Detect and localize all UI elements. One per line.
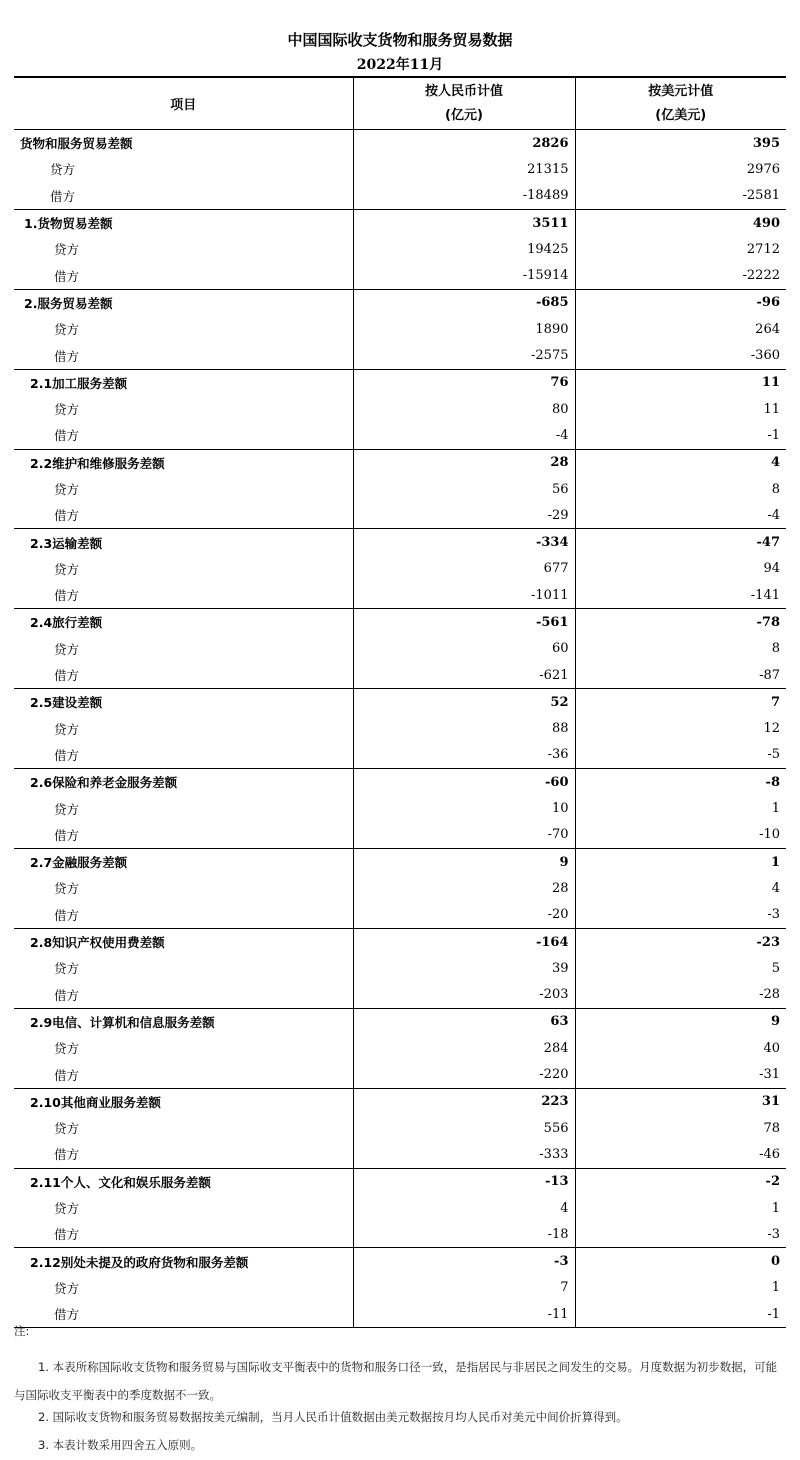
- rmb-value: 223: [353, 1088, 575, 1115]
- table-row-balance: [14, 1168, 786, 1195]
- row-label: 借方: [14, 662, 353, 689]
- row-label: 贷方: [54, 1121, 80, 1137]
- rmb-value: -70: [353, 822, 575, 849]
- rmb-value: -20: [353, 902, 575, 929]
- usd-value: -360: [575, 342, 786, 369]
- rmb-value: 39: [353, 955, 575, 981]
- rmb-value: 3511: [353, 209, 575, 236]
- row-label: 借方: [14, 1301, 353, 1328]
- table-row-debit: [14, 822, 786, 849]
- table-header-row: [14, 77, 786, 130]
- table-row-debit: [14, 1221, 786, 1248]
- usd-value: -47: [575, 529, 786, 556]
- rmb-value: -164: [353, 928, 575, 955]
- rmb-value: -29: [353, 502, 575, 529]
- rmb-value: -4: [353, 422, 575, 449]
- usd-value: -31: [575, 1061, 786, 1088]
- row-label: 2.5建设差额: [30, 695, 103, 711]
- table-row-credit: [14, 1115, 786, 1141]
- table-row-credit: [14, 875, 786, 901]
- row-label: 2.3运输差额: [30, 535, 103, 551]
- usd-value: 4: [575, 449, 786, 476]
- row-label: 借方: [14, 742, 353, 769]
- table-row-balance: [14, 130, 786, 157]
- row-label: 贷方: [54, 961, 80, 977]
- usd-value: -2222: [575, 262, 786, 289]
- row-label: 借方: [14, 342, 353, 369]
- table-row-debit: [14, 342, 786, 369]
- row-label: 2.11个人、文化和娱乐服务差额: [30, 1174, 211, 1190]
- table-row-credit: [14, 156, 786, 182]
- row-label: 贷方: [54, 801, 80, 817]
- usd-value: 1: [575, 1195, 786, 1221]
- usd-value: 1: [575, 849, 786, 876]
- table-row-debit: [14, 502, 786, 529]
- rmb-value: -60: [353, 769, 575, 796]
- row-label: 2.1加工服务差额: [30, 375, 128, 391]
- rmb-value: -2575: [353, 342, 575, 369]
- usd-value: -87: [575, 662, 786, 689]
- table-row-debit: [14, 582, 786, 609]
- page-subtitle: 2022年11月: [356, 57, 444, 73]
- row-label: 贷方: [54, 881, 80, 897]
- usd-value: 12: [575, 716, 786, 742]
- usd-value: 94: [575, 556, 786, 582]
- usd-value: -141: [575, 582, 786, 609]
- usd-value: -23: [575, 928, 786, 955]
- table-row-debit: [14, 183, 786, 210]
- rmb-value: 10: [353, 795, 575, 821]
- rmb-value: -15914: [353, 262, 575, 289]
- header-usd-label: 按美元计值: [648, 83, 714, 99]
- table-row-balance: [14, 449, 786, 476]
- table-body: [14, 130, 786, 1328]
- rmb-value: 52: [353, 689, 575, 716]
- usd-value: 31: [575, 1088, 786, 1115]
- row-label: 2.8知识产权使用费差额: [30, 935, 165, 951]
- table-row-balance: [14, 209, 786, 236]
- note-3: 3. 本表计数采用四舍五入原则。: [38, 1438, 203, 1452]
- row-label: 借方: [14, 183, 353, 210]
- rmb-value: 2826: [353, 130, 575, 157]
- usd-value: 264: [575, 316, 786, 342]
- usd-value: 2976: [575, 156, 786, 182]
- table-row-credit: [14, 476, 786, 502]
- usd-value: -1: [575, 1301, 786, 1328]
- table-row-debit: [14, 1061, 786, 1088]
- usd-value: -28: [575, 982, 786, 1009]
- table-row-credit: [14, 316, 786, 342]
- usd-value: 1: [575, 795, 786, 821]
- rmb-value: 80: [353, 396, 575, 422]
- table-row-balance: [14, 928, 786, 955]
- rmb-value: -203: [353, 982, 575, 1009]
- header-usd-unit: (亿美元): [655, 107, 707, 123]
- usd-value: -2581: [575, 183, 786, 210]
- usd-value: 8: [575, 476, 786, 502]
- usd-value: -3: [575, 1221, 786, 1248]
- row-label: 贷方: [54, 1201, 80, 1217]
- table-row-debit: [14, 742, 786, 769]
- table-row-balance: [14, 609, 786, 636]
- row-label: 借方: [14, 822, 353, 849]
- note-2: 2. 国际收支货物和服务贸易数据按美元编制，当月人民币计值数据由美元数据按月均人民币对美元中间价折算得到。: [38, 1410, 628, 1424]
- header-item: [14, 77, 353, 130]
- usd-value: 11: [575, 396, 786, 422]
- usd-value: 1: [575, 1275, 786, 1301]
- header-rmb-label: 按人民币计值: [424, 83, 503, 99]
- header-item-label: 项目: [170, 98, 197, 113]
- table-row-balance: [14, 689, 786, 716]
- table-row-credit: [14, 556, 786, 582]
- table-row-debit: [14, 662, 786, 689]
- header-usd: [575, 77, 786, 130]
- rmb-value: 556: [353, 1115, 575, 1141]
- table-row-credit: [14, 1035, 786, 1061]
- row-label: 贷方: [54, 721, 80, 737]
- row-label: 贷方: [54, 1280, 80, 1296]
- table-row-debit: [14, 1141, 786, 1168]
- usd-value: -1: [575, 422, 786, 449]
- table-row-balance: [14, 529, 786, 556]
- rmb-value: -18: [353, 1221, 575, 1248]
- row-label: 2.9电信、计算机和信息服务差额: [30, 1014, 215, 1030]
- rmb-value: 28: [353, 449, 575, 476]
- table-row-credit: [14, 236, 786, 262]
- table-row-balance: [14, 369, 786, 396]
- usd-value: 7: [575, 689, 786, 716]
- row-label: 贷方: [54, 1041, 80, 1057]
- usd-value: 2712: [575, 236, 786, 262]
- row-label: 借方: [14, 582, 353, 609]
- row-label: 借方: [14, 902, 353, 929]
- table-row-credit: [14, 636, 786, 662]
- rmb-value: -220: [353, 1061, 575, 1088]
- usd-value: -10: [575, 822, 786, 849]
- table-row-credit: [14, 1195, 786, 1221]
- row-label: 借方: [14, 262, 353, 289]
- row-label: 借方: [14, 502, 353, 529]
- table-row-credit: [14, 1275, 786, 1301]
- usd-value: -8: [575, 769, 786, 796]
- usd-value: 40: [575, 1035, 786, 1061]
- header-rmb-unit: (亿元): [445, 107, 483, 123]
- row-label: 贷方: [54, 402, 80, 418]
- rmb-value: 1890: [353, 316, 575, 342]
- usd-value: -5: [575, 742, 786, 769]
- row-label: 贷方: [54, 322, 80, 338]
- table-row-credit: [14, 396, 786, 422]
- rmb-value: 4: [353, 1195, 575, 1221]
- usd-value: -78: [575, 609, 786, 636]
- usd-value: 9: [575, 1008, 786, 1035]
- usd-value: 4: [575, 875, 786, 901]
- row-label: 贷方: [54, 242, 80, 258]
- usd-value: 395: [575, 130, 786, 157]
- table-row-balance: [14, 769, 786, 796]
- row-label: 借方: [14, 1061, 353, 1088]
- usd-value: 0: [575, 1248, 786, 1275]
- rmb-value: 63: [353, 1008, 575, 1035]
- table-row-balance: [14, 849, 786, 876]
- row-label: 2.12别处未提及的政府货物和服务差额: [30, 1254, 249, 1270]
- table-row-balance: [14, 1008, 786, 1035]
- row-label: 借方: [14, 982, 353, 1009]
- row-label: 货物和服务贸易差额: [20, 136, 133, 152]
- usd-value: 5: [575, 955, 786, 981]
- rmb-value: 88: [353, 716, 575, 742]
- usd-value: -96: [575, 289, 786, 316]
- row-label: 2.服务贸易差额: [24, 295, 113, 311]
- trade-data-table: [14, 76, 786, 1328]
- row-label: 借方: [14, 422, 353, 449]
- rmb-value: -11: [353, 1301, 575, 1328]
- rmb-value: -18489: [353, 183, 575, 210]
- rmb-value: -621: [353, 662, 575, 689]
- note-1: 1. 本表所称国际收支货物和服务贸易与国际收支平衡表中的货物和服务口径一致，是指居民与非居民之间发生的交易。月度数据为初步数据，可能与国际收支平衡表中的季度数据不一致。: [14, 1360, 778, 1402]
- row-label: 2.2维护和维修服务差额: [30, 455, 165, 471]
- rmb-value: -13: [353, 1168, 575, 1195]
- table-row-credit: [14, 716, 786, 742]
- table-row-debit: [14, 262, 786, 289]
- rmb-value: -1011: [353, 582, 575, 609]
- rmb-value: 60: [353, 636, 575, 662]
- rmb-value: -333: [353, 1141, 575, 1168]
- header-rmb: [353, 77, 575, 130]
- row-label: 2.4旅行差额: [30, 615, 103, 631]
- row-label: 贷方: [54, 561, 80, 577]
- rmb-value: 7: [353, 1275, 575, 1301]
- rmb-value: 56: [353, 476, 575, 502]
- row-label: 贷方: [50, 162, 76, 178]
- table-row-credit: [14, 955, 786, 981]
- row-label: 2.7金融服务差额: [30, 855, 128, 871]
- rmb-value: -685: [353, 289, 575, 316]
- usd-value: 8: [575, 636, 786, 662]
- rmb-value: 21315: [353, 156, 575, 182]
- row-label: 借方: [14, 1141, 353, 1168]
- row-label: 贷方: [54, 482, 80, 497]
- usd-value: 78: [575, 1115, 786, 1141]
- notes-heading: 注:: [14, 1324, 30, 1338]
- row-label: 借方: [14, 1221, 353, 1248]
- rmb-value: -3: [353, 1248, 575, 1275]
- table-row-debit: [14, 422, 786, 449]
- table-row-debit: [14, 902, 786, 929]
- rmb-value: -36: [353, 742, 575, 769]
- row-label: 1.货物贸易差额: [24, 216, 113, 232]
- table-row-balance: [14, 289, 786, 316]
- rmb-value: 76: [353, 369, 575, 396]
- rmb-value: -334: [353, 529, 575, 556]
- rmb-value: 19425: [353, 236, 575, 262]
- usd-value: -4: [575, 502, 786, 529]
- row-label: 2.6保险和养老金服务差额: [30, 775, 178, 791]
- row-label: 2.10其他商业服务差额: [30, 1094, 161, 1110]
- table-row-balance: [14, 1248, 786, 1275]
- table-row-credit: [14, 795, 786, 821]
- page-title: 中国国际收支货物和服务贸易数据: [287, 31, 513, 49]
- rmb-value: -561: [353, 609, 575, 636]
- table-row-debit: [14, 982, 786, 1009]
- usd-value: -46: [575, 1141, 786, 1168]
- rmb-value: 28: [353, 875, 575, 901]
- usd-value: 11: [575, 369, 786, 396]
- usd-value: -3: [575, 902, 786, 929]
- usd-value: 490: [575, 209, 786, 236]
- usd-value: -2: [575, 1168, 786, 1195]
- rmb-value: 9: [353, 849, 575, 876]
- table-row-balance: [14, 1088, 786, 1115]
- rmb-value: 284: [353, 1035, 575, 1061]
- rmb-value: 677: [353, 556, 575, 582]
- row-label: 贷方: [54, 641, 80, 657]
